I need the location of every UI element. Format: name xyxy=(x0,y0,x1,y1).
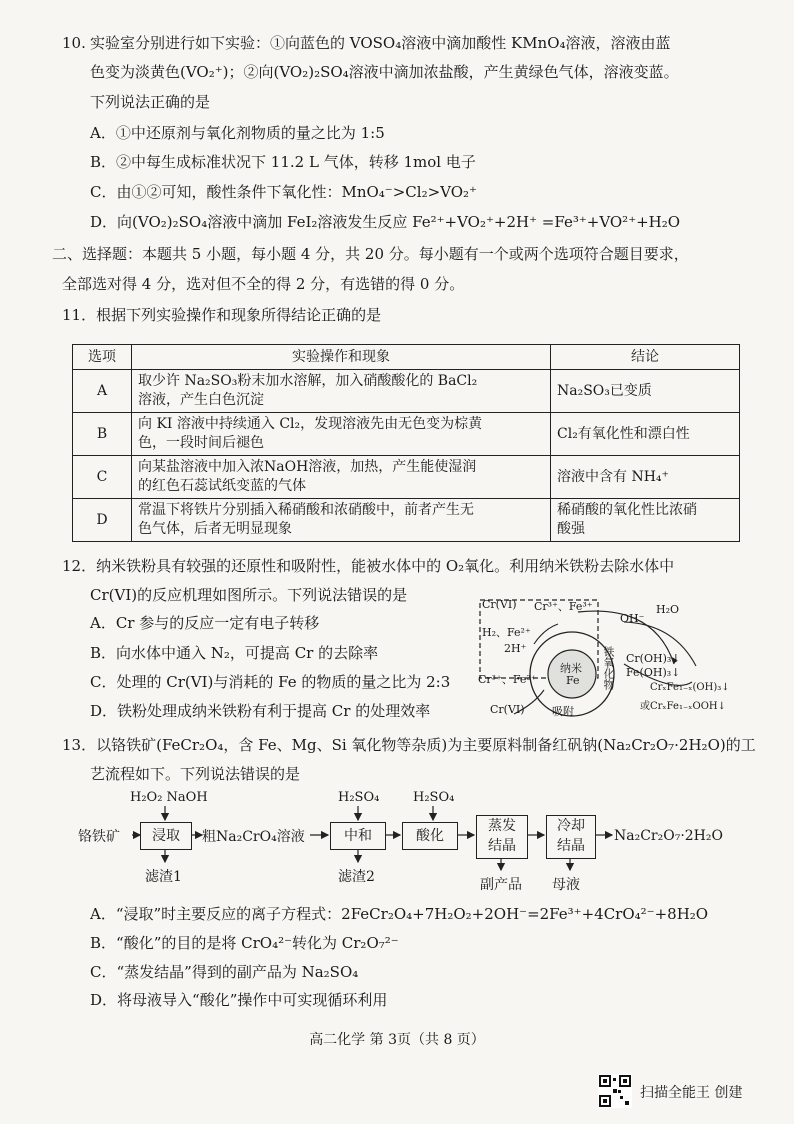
conc-line: 溶液中含有 NH₄⁺ xyxy=(557,468,669,485)
section2-instructions-line1: 二、选择题：本题共 5 小题，每小题 4 分，共 20 分。每小题有一个或两个选项符合题目要求， xyxy=(52,245,689,263)
q10-stem-line2: 色变为淡黄色(VO₂⁺)；②向(VO₂)₂SO₄溶液中滴加浓盐酸，产生黄绿色气体，溶液变蓝。 xyxy=(90,63,679,81)
residue2-label: 滤渣2 xyxy=(338,869,375,885)
reagents-leach: H₂O₂ NaOH xyxy=(130,790,208,805)
conc-line: 酸强 xyxy=(557,521,585,537)
nano-core-label-1: 纳米 xyxy=(560,662,582,675)
oxide-shell-label: 铁氧化物 xyxy=(602,646,615,690)
crvi-bottom-label: Cr(VI) xyxy=(490,703,525,716)
op-line: 溶液，产生白色沉淀 xyxy=(138,392,264,408)
q10-number: 10. xyxy=(62,34,86,52)
q13-stem-line2: 艺流程如下。下列说法错误的是 xyxy=(90,765,301,783)
product-label-2: 或CrₓFe₁₋ₓOOH↓ xyxy=(640,701,727,712)
q13-stem-line1: 13．以铬铁矿(FeCr₂O₄，含 Fe、Mg、Si 氧化物等杂质)为主要原料制备红矾钠(Na₂Cr₂O₇·2H₂O)的工 xyxy=(62,736,756,754)
table-row xyxy=(73,456,740,499)
row-option: C xyxy=(73,456,132,499)
q10-option-a: A．①中还原剂与氧化剂物质的量之比为 1:5 xyxy=(90,124,385,142)
conc-line: 稀硝酸的氧化性比浓硝 xyxy=(557,502,697,518)
q12-stem-line1: 12．纳米铁粉具有较强的还原性和吸附性，能被水体中的 O₂氧化。利用纳米铁粉去除水体中 xyxy=(62,557,675,575)
q13-option-a: A．“浸取”时主要反应的离子方程式：2FeCr₂O₄+7H₂O₂+2OH⁻=2Fe³⁺+4CrO₄²⁻+8H₂O xyxy=(90,905,709,923)
op-line: 取少许 Na₂SO₃粉末加水溶解，加入硝酸酸化的 BaCl₂ xyxy=(138,373,478,389)
q12-option-d: D．铁粉处理成纳米铁粉有利于提高 Cr 的处理效率 xyxy=(90,702,431,720)
row-operation xyxy=(132,456,551,499)
row-conclusion xyxy=(551,456,740,499)
table-header-row xyxy=(73,345,740,370)
header-operation: 实验操作和现象 xyxy=(132,345,551,370)
q10-option-c: C．由①②可知，酸性条件下氧化性：MnO₄⁻>Cl₂>VO₂⁺ xyxy=(90,183,477,201)
table-row xyxy=(73,499,740,542)
table-row xyxy=(73,370,740,413)
byproduct-label: 副产品 xyxy=(480,877,522,893)
ore-label: 铬铁矿 xyxy=(78,829,120,845)
row-operation xyxy=(132,370,551,413)
cool-line: 冷却 xyxy=(557,818,585,834)
croh3-label: Cr(OH)₃↓ xyxy=(626,652,681,665)
cool-box xyxy=(546,815,596,859)
mother-liquor-label: 母液 xyxy=(552,877,580,893)
crvi-top-label: Cr(VI) xyxy=(482,598,517,611)
op-line: 色气体，后者无明显现象 xyxy=(138,521,292,537)
row-operation xyxy=(132,413,551,456)
q13-option-c: C．“蒸发结晶”得到的副产品为 Na₂SO₄ xyxy=(90,963,359,981)
q10-option-d: D．向(VO₂)₂SO₄溶液中滴加 FeI₂溶液发生反应 Fe²⁺+VO₂⁺+2H⁺ =Fe³⁺+VO²⁺+H₂O xyxy=(90,213,681,231)
neutralize-box: 中和 xyxy=(330,822,386,850)
reagents-neutralize: H₂SO₄ xyxy=(338,790,380,805)
table-row xyxy=(73,413,740,456)
cr3-fe3-label: Cr³⁺、Fe³⁺ xyxy=(534,600,593,613)
adsorb-label: 吸附 xyxy=(552,705,574,718)
op-line: 向 KI 溶液中持续通入 Cl₂，发现溶液先由无色变为棕黄 xyxy=(138,416,483,432)
q12-option-a: A．Cr 参与的反应一定有电子转移 xyxy=(90,614,320,632)
section2-instructions-line2: 全部选对得 4 分，选对但不全的得 2 分，有选错的得 0 分。 xyxy=(62,275,465,293)
crude-solution-label: 粗Na₂CrO₄溶液 xyxy=(202,829,305,845)
op-line: 常温下将铁片分别插入稀硝酸和浓硝酸中，前者产生无 xyxy=(138,502,474,518)
q13-option-b: B．“酸化”的目的是将 CrO₄²⁻转化为 Cr₂O₇²⁻ xyxy=(90,934,399,952)
h2-fe2-label: H₂、Fe²⁺ xyxy=(482,626,531,639)
residue1-label: 滤渣1 xyxy=(145,869,182,885)
evap-line: 结晶 xyxy=(488,838,516,854)
q12-option-c: C．处理的 Cr(VI)与消耗的 Fe 的物质的量之比为 2:3 xyxy=(90,673,451,691)
cool-line: 结晶 xyxy=(557,838,585,854)
op-line: 向某盐溶液中加入浓NaOH溶液，加热，产生能使湿润 xyxy=(138,459,477,475)
conc-line: Na₂SO₃已变质 xyxy=(557,382,652,399)
scanner-watermark: 扫描全能王 创建 xyxy=(640,1085,743,1101)
q11-stem: 11．根据下列实验操作和现象所得结论正确的是 xyxy=(62,306,382,324)
nano-core-label-2: Fe xyxy=(566,674,580,687)
q12-stem-line2: Cr(VI)的反应机理如图所示。下列说法错误的是 xyxy=(90,586,408,604)
reagents-acidify: H₂SO₄ xyxy=(413,790,455,805)
q10-option-b: B．②中每生成标准状况下 11.2 L 气体，转移 1mol 电子 xyxy=(90,153,476,171)
q11-table xyxy=(72,344,740,542)
h2o-label: H₂O xyxy=(656,603,680,616)
row-conclusion xyxy=(551,413,740,456)
h-label: 2H⁺ xyxy=(504,642,527,655)
row-option: D xyxy=(73,499,132,542)
q13-option-d: D．将母液导入“酸化”操作中可实现循环利用 xyxy=(90,991,388,1009)
header-option: 选项 xyxy=(73,345,132,370)
acidify-box: 酸化 xyxy=(402,822,458,850)
feoh3-label: Fe(OH)₃↓ xyxy=(626,666,681,679)
row-conclusion xyxy=(551,499,740,542)
q12-option-b: B．向水体中通入 N₂，可提高 Cr 的去除率 xyxy=(90,644,379,662)
product-label: Na₂Cr₂O₇·2H₂O xyxy=(614,828,723,844)
conc-line: Cl₂有氧化性和漂白性 xyxy=(557,425,690,442)
product-label-1: CrₓFe₁₋ₓ(OH)₃↓ xyxy=(650,682,730,693)
oh-label: OH⁻ xyxy=(620,612,645,625)
qr-code-icon xyxy=(598,1074,632,1108)
row-operation xyxy=(132,499,551,542)
row-conclusion xyxy=(551,370,740,413)
q10-stem-line3: 下列说法正确的是 xyxy=(90,93,211,111)
row-option: A xyxy=(73,370,132,413)
evaporate-box xyxy=(476,815,528,859)
op-line: 色，一段时间后褪色 xyxy=(138,435,264,451)
page-footer: 高二化学 第 3页（共 8 页） xyxy=(309,1032,485,1048)
header-conclusion: 结论 xyxy=(551,345,740,370)
cr3-fe2-left-label: Cr³⁺、Fe²⁺ xyxy=(478,673,537,686)
q10-stem-line1: 实验室分别进行如下实验：①向蓝色的 VOSO₄溶液中滴加酸性 KMnO₄溶液，溶液由蓝 xyxy=(90,34,671,52)
evap-line: 蒸发 xyxy=(488,818,516,834)
row-option: B xyxy=(73,413,132,456)
leach-box: 浸取 xyxy=(140,822,192,850)
op-line: 的红色石蕊试纸变蓝的气体 xyxy=(138,478,306,494)
